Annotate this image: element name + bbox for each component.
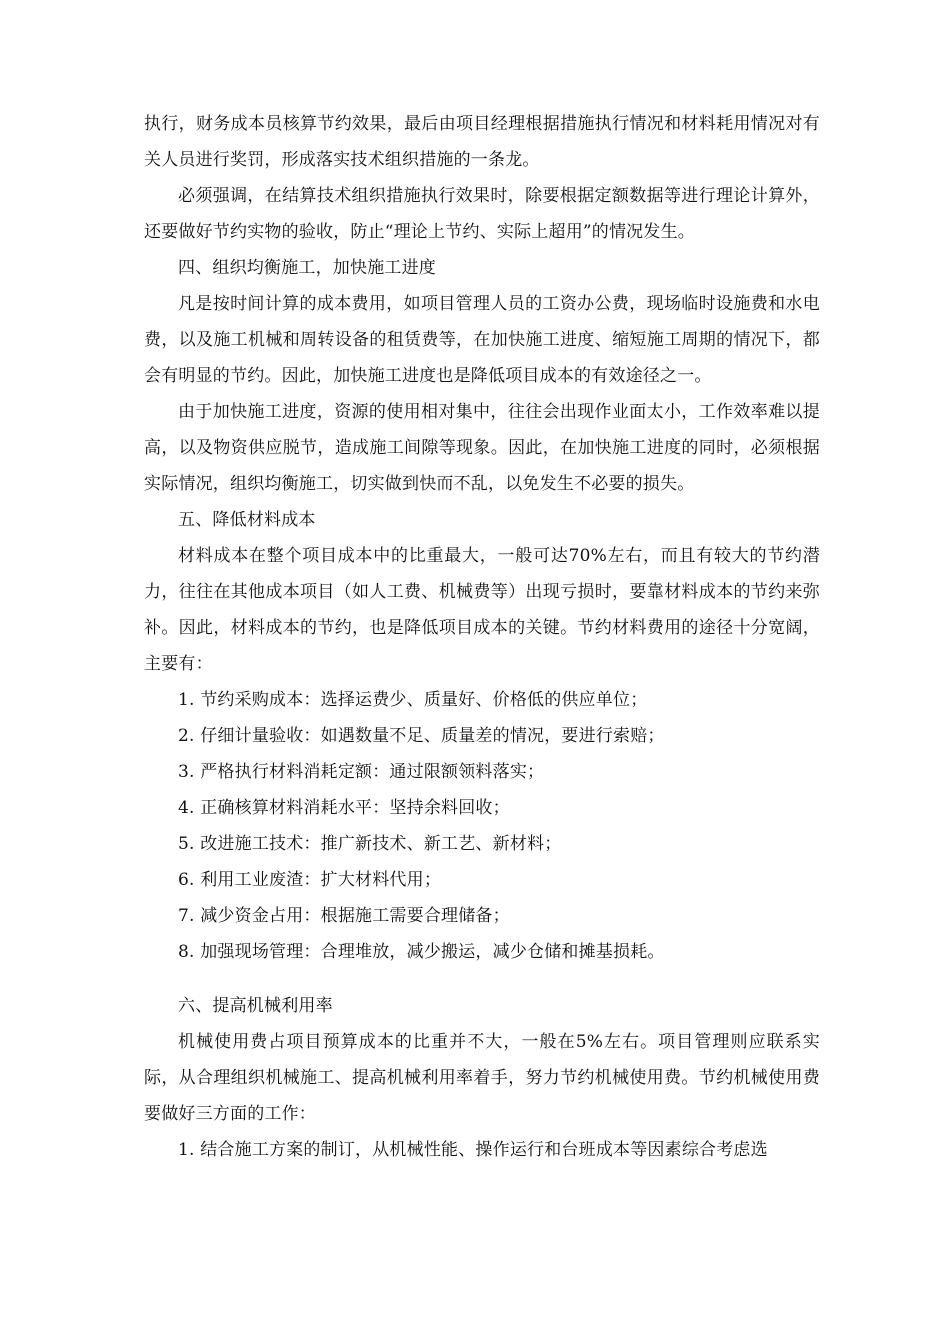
paragraph-material-costs: 材料成本在整个项目成本中的比重最大，一般可达70%左右，而且有较大的节约潜力，往往在其他成本项目（如人工费、机械费等）出现亏损时，要靠材料成本的节约来弥补。因此，材料成本的节约，也是降低项目成本的关键。节约材料费用的途径十分宽阔，主要有：: [144, 546, 820, 674]
section-heading-5: 五、降低材料成本: [178, 510, 316, 530]
paragraph-time-costs: 凡是按时间计算的成本费用，如项目管理人员的工资办公费，现场临时设施费和水电费，以及施工机械和周转设备的租赁费等，在加快施工进度、缩短施工周期的情况下，都会有明显的节约。因此，加快施工进度也是降低项目成本的有效途径之一。: [144, 294, 820, 386]
list-item: 7. 减少资金占用：根据施工需要合理储备；: [178, 906, 510, 926]
paragraph-continuation: 执行，财务成本员核算节约效果，最后由项目经理根据措施执行情况和材料耗用情况对有关人员进行奖罚，形成落实技术组织措施的一条龙。: [144, 114, 820, 170]
paragraph-machinery-item-1: 1. 结合施工方案的制订，从机械性能、操作运行和台班成本等因素综合考虑选: [178, 1140, 768, 1160]
list-item: 4. 正确核算材料消耗水平：坚持余料回收；: [178, 798, 510, 818]
list-item: 3. 严格执行材料消耗定额：通过限额领料落实；: [178, 762, 545, 782]
list-item: 5. 改进施工技术：推广新技术、新工艺、新材料；: [178, 834, 562, 854]
list-item: 6. 利用工业废渣：扩大材料代用；: [178, 870, 442, 890]
paragraph-balanced-construction: 由于加快施工进度，资源的使用相对集中，往往会出现作业面太小，工作效率难以提高，以及物资供应脱节，造成施工间隙等现象。因此，在加快施工进度的同时，必须根据实际情况，组织均衡施工，切实做到快而不乱，以免发生不必要的损失。: [144, 402, 820, 494]
document-body: [144, 106, 820, 1168]
paragraph-emphasis: 必须强调，在结算技术组织措施执行效果时，除要根据定额数据等进行理论计算外，还要做好节约实物的验收，防止“理论上节约、实际上超用”的情况发生。: [144, 186, 820, 242]
section-heading-6: 六、提高机械利用率: [178, 996, 333, 1016]
section-heading-4: 四、组织均衡施工，加快施工进度: [178, 258, 436, 278]
list-item: 1. 节约采购成本：选择运费少、质量好、价格低的供应单位；: [178, 690, 648, 710]
list-item: 8. 加强现场管理：合理堆放，减少搬运，减少仓储和摊基损耗。: [178, 942, 665, 962]
paragraph-machinery-costs: 机械使用费占项目预算成本的比重并不大，一般在5%左右。项目管理则应联系实际，从合理组织机械施工、提高机械利用率着手，努力节约机械使用费。节约机械使用费要做好三方面的工作：: [144, 1032, 820, 1124]
list-item: 2. 仔细计量验收：如遇数量不足、质量差的情况，要进行索赔；: [178, 726, 665, 746]
